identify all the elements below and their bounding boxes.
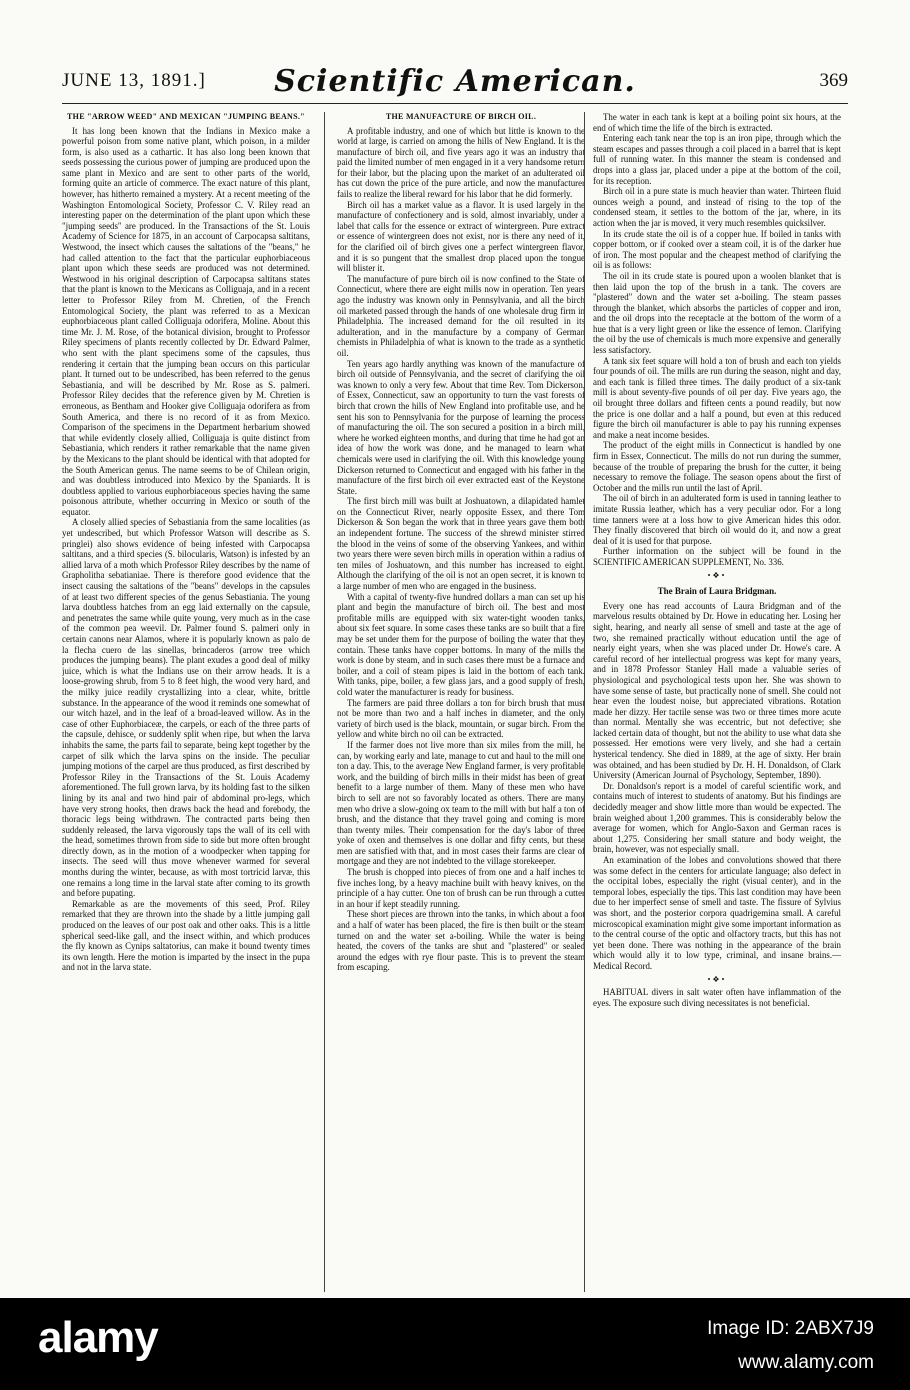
article-paragraph: A tank six feet square will hold a ton of brush and each ton yields four pounds of oil. The mills are run during the season, night and day, and each tank is filled three times. The daily product of a six-tank mill is about seventy-five pounds of oil per day. Five years ago, the oil brought three dollars and fifteen cents a pound readily, but now the price is one dollar and a half a pound, but even at this reduced figure the birch oil manufacturer is able to pay his running expenses and make a neat income besides. xyxy=(593,355,841,440)
article-paragraph: A closely allied species of Sebastiania from the same localities (as yet undescribed, but which Professor Watson will describe as S. pringlei) also shows evidence of being infested with Carpocapsa saltitans, and a third species (S. bilocularis, Watson) is infested by an allied larva of a moth which Professor Riley describes by the name of Grapholitha sebatianiae. There is therefore good evidence that the insect causing the saltations of the "beans" develops in the capsules of at least two different species of the genus Sebastiania. The young larva doubtless hatches from an egg laid externally on the capsule, and penetrates the same while quite young, very much as in the case of the common pea weevil. Dr. Palmer found S. palmeri only in certain canons near Alamos, where it is popularly known as palo de la flecha cuero de las sinellas, brincaderos (arrow tree which produces the jumping beans). The plant exudes a good deal of milky juice, which is what the Indians use on their arrow heads. It is a loose-growing shrub, from 5 to 8 feet high, the wood very hard, and the milky juice readily crystallizing into a clear, white, brittle substance. In the appearance of the wood it reminds one somewhat of our witch hazel, and in the leaf of a broad-leaved willow. As in the case of other Euphorbiaceæ, the carpels, or each of the three parts of the capsule, dehisce, or suddenly split when ripe, but when the larva inhabits the same, the parts fail to separate, being kept together by the carpet of silk which the larva spins on the inside. The peculiar jumping motions of the carpel are thus produced, as first described by Professor Riley in the Transactions of the St. Louis Academy aforementioned. The full grown larva, by its holding fast to the silken lining by its anal and two hind pair of abdominal pro-legs, which have very strong hooks, then draws back the head and forebody, the thoracic legs being withdrawn. The contracted parts being then suddenly released, the larva vigorously taps the wall of its cell with the head, sometimes thrown from side to side but more often brought directly down, as in the motion of a woodpecker when tapping for insects. The seed will thus move whenever warmed for several months during the winter, because, as with most tortricid larvæ, this one remains a long time in the larval state after coming to its growth and before pupating. xyxy=(62,517,310,899)
article-paragraph: Ten years ago hardly anything was known of the manufacture of birch oil outside of Pennsylvania, and the secret of clarifying the oil was known to only a very few. About that time Rev. Tom Dickerson, of Essex, Connecticut, saw an opportunity to turn the vast forests of birch that crown the hills of New England into profitable use, and he sent his son to Pennsylvania for the purpose of learning the process of manufacturing the oil. The son secured a position in a birch mill, where he worked eighteen months, and during that time he had got an idea of how the work was done, and he managed to learn what chemicals were used in clarifying the oil. With this knowledge young Dickerson returned to Connecticut and engaged with his father in the manufacture of the first birch oil ever extracted east of the Keystone State. xyxy=(337,358,585,496)
column-3 xyxy=(593,112,841,1292)
article-paragraph: The manufacture of pure birch oil is now confined to the State of Connecticut, where there are eight mills now in operation. Ten years ago the industry was known only in Pennsylvania, and all the birch oil marketed passed through the hands of one wholesale drug firm in Philadelphia. The increased demand for the oil resulted in its adulteration, and in the manufacture by a company of German chemists in Philadelphia of what is known to the trade as a synthetic oil. xyxy=(337,273,585,358)
article-paragraph: The first birch mill was built at Joshuatown, a dilapidated hamlet on the Connecticut River, nearly opposite Essex, and there Tom Dickerson & Son began the work that in three years gave them both an independent fortune. The success of the shrewd minister stirred the blood in the veins of some of the observing Yankees, and within two years there were seven birch mills in operation within a radius of ten miles of Joshuatown, and this number has increased to eight. Although the clarifying of the oil is not an open secret, it is known to a large number of men who are engaged in the business. xyxy=(337,496,585,592)
article-paragraph: If the farmer does not live more than six miles from the mill, he can, by working early and late, manage to cut and haul to the mill one ton a day. This, to the average New England farmer, is very profitable work, and the building of birch mills in their midst has been of great benefit to a large number of them. Many of these men who have birch to sell are not so favorably located as others. There are many men who drive a slow-going ox team to the mill with but half a ton of brush, and the distance that they travel going and coming is more than twenty miles. Their compensation for the day's labor of three yoke of oxen and themselves is one dollar and fifty cents, but these men are satisfied with that, and in most cases their farms are clear of mortgage and they are not indebted to the village storekeeper. xyxy=(337,739,585,867)
article-paragraph: Entering each tank near the top is an iron pipe, through which the steam escapes and passes through a coil placed in a barrel that is kept full of running water. In this manner the steam is condensed and drops into a glass jar, placed under a pipe at the bottom of the coil, for its reception. xyxy=(593,133,841,186)
article-paragraph: The water in each tank is kept at a boiling point six hours, at the end of which time the life of the birch is extracted. xyxy=(593,112,841,133)
column-divider xyxy=(584,112,585,1292)
article-title-laura-bridgman: The Brain of Laura Bridgman. xyxy=(657,586,777,597)
article-paragraph: The oil of birch in an adulterated form is used in tanning leather to imitate Russia leather, which has a very peculiar odor. For a long time tanners were at a loss how to give American hides this odor. They finally discovered that birch oil would do it, and now a great deal of it is used for that purpose. xyxy=(593,493,841,546)
masthead xyxy=(62,64,848,104)
article-paragraph: Further information on the subject will be found in the SCIENTIFIC AMERICAN SUPPLEMENT, No. 336. xyxy=(593,546,841,567)
image-id-label: Image ID: 2ABX7J9 xyxy=(707,1318,874,1339)
article-paragraph: It has long been known that the Indians in Mexico make a powerful poison from some native plant, which poison, in a milder form, is also used as a cathartic. It has also long been known that seeds possessing the curious power of jumping are produced upon the same plant in Mexico and are sent to other parts of the world, forming quite an article of commerce. The exact nature of this plant, however, has hitherto remained a mystery. At a recent meeting of the Washington Entomological Society, Professor C. V. Riley read an interesting paper on the determination of the plant upon which these "jumping seeds" are produced. In the Transactions of the St. Louis Academy of Science for 1875, in an account of Carpocapsa saltitans, Westwood, the insect which causes the saltations of the "beans," he had called attention to the fact that the particular euphorbiaceous plant upon which these seeds are produced was not determined. Westwood in his original description of Carpocapsa saltitans states that the plant is known to the Mexicans as Colliguaja, and in a recent letter to Professor Riley from M. Chretien, of the French Entomological Society, the plant was referred to as a Mexican euphorbiaceous plant called Colliguaja odorifera, Moline. About this time Mr. J. M. Rose, of the botanical division, brought to Professor Riley specimens of plants recently collected by Dr. Edward Palmer, who sent with the plant specimens some of the capsules, thus rendering it certain that the jumping bean occurs on this particular plant. It turned out to be undescribed, has been referred to the genus Sebastiania, and will be described by Mr. Rose as S. palmeri. Professor Riley decides that the reference given by M. Chretien is erroneous, as Bentham and Hooker give Colliguaja odorifera as from South America, and there is no record of it as from Mexico. Comparison of the specimens in the Department herbarium showed that while evidently closely allied, Colliguaja is quite distinct from Sebastiania, which renders it rather remarkable that the name given by the Mexicans to the plant should be identical with that adopted for the South American genus. The name seems to be of Chilean origin, and was doubtless introduced into Mexico by the Spaniards. It is doubtless applied to various euphorbiaceous species having the same poisonous attribute, whether occurring in Mexico or south of the equator. xyxy=(62,125,310,517)
article-title-arrow-weed: THE "ARROW WEED" AND MEXICAN "JUMPING BEANS." xyxy=(67,112,305,121)
column-2 xyxy=(337,112,585,1292)
article-paragraph: The farmers are paid three dollars a ton for birch brush that must not be more than two and a half inches in diameter, and the only variety of birch used is the black, mountain, or sugar birch. From the yellow and white birch no oil can be extracted. xyxy=(337,697,585,740)
column-divider xyxy=(324,112,325,1292)
article-paragraph: An examination of the lobes and convolutions showed that there was some defect in the centers for articulate language; also defect in the occipital lobes, especially the right (visual center), and in the temporal lobes, especially the tips. This last condition may have been due to her imperfect sense of smell and taste. The fissure of Sylvius was short, and the posterior corpora quadrigemina small. A careful microscopical examination might give some important information as to the central course of the optic and olfactory tracts, but this has not yet been done. There was nothing in the appearance of the brain which would ally it to low type, criminal, and insane brains.—Medical Record. xyxy=(593,855,841,971)
section-separator: •❖• xyxy=(707,570,727,580)
habitual-divers-note: HABITUAL divers in salt water often have inflammation of the eyes. The exposure such diving necessitates is not beneficial. xyxy=(593,987,841,1008)
article-paragraph: The product of the eight mills in Connecticut is handled by one firm in Essex, Connecticut. The mills do not run during the summer, because of the trouble of preparing the brush for the cutter, it being necessary to remove the foliage. The season opens about the first of October and the mills run until the last of April. xyxy=(593,440,841,493)
article-paragraph: Birch oil in a pure state is much heavier than water. Thirteen fluid ounces weigh a pound, and instead of rising to the top of the condensed steam, it settles to the bottom of the jar, where, in its action when the jar is moved, it very much resembles quicksilver. xyxy=(593,186,841,228)
watermark-url: www.alamy.com xyxy=(738,1352,874,1373)
article-paragraph: The brush is chopped into pieces of from one and a half inches to five inches long, by a heavy machine built with heavy knives, on the principle of a hay cutter. One ton of brush can be run through a cutter in an hour if kept steadily running. xyxy=(337,867,585,909)
article-paragraph: The oil in its crude state is poured upon a woolen blanket that is then laid upon the top of the brush in a tank. The covers are "plastered" down and the water set a-boiling. The steam passes through the blanket, which absorbs the particles of copper and iron, and the oil drops into the receptacle at the bottom of the worm of a hue that is a very light green or like the essence of lemon. Clarifying the oil by the use of chemicals is much more expensive and generally less satisfactory. xyxy=(593,270,841,356)
page-number: 369 xyxy=(819,70,848,91)
article-paragraph: Every one has read accounts of Laura Bridgman and of the marvelous results obtained by Dr. Howe in educating her. Losing her sight, hearing, and nearly all sense of smell and taste at the age of two, she remained practically without education until the age of nearly eight years, when she was placed under Dr. Howe's care. A careful record of her intellectual progress was kept for many years, and in 1878 Professor Stanley Hall made a valuable series of physiological and psychological tests upon her. She was shown to have some sense of taste, but practically none of smell. She could not hear even the loudest noise, but appreciated vibrations. Rotation made her dizzy. Her tactile sense was two or three times more acute than normal. Mentally she was eccentric, but not defective; she lacked certain data of thought, but not the ability to use what data she possessed. Her emotions were very lively, and she had a certain hysterical tendency. She died in 1889, at the age of sixty. Her brain was obtained, and has been studied by Dr. H. H. Donaldson, of Clark University (American Journal of Psychology, September, 1890). xyxy=(593,600,841,781)
article-title-birch-oil: THE MANUFACTURE OF BIRCH OIL. xyxy=(385,112,537,121)
article-paragraph: In its crude state the oil is of a copper hue. If boiled in tanks with copper bottom, or if cooked over a steam coil, it is of the darker hue of iron. The most popular and the cheapest method of clarifying the oil is as follows: xyxy=(593,228,841,271)
article-paragraph: Dr. Donaldson's report is a model of careful scientific work, and contains much of interest to students of anatomy. But his findings are decidedly meager and show little more than would be expected. The brain weighed about 1,200 grammes. This is considerably below the average for women, which for Anglo-Saxon and German races is about 1,275. Considering her small stature and body weight, the brain, however, was not especially small. xyxy=(593,780,841,855)
column-1 xyxy=(62,112,310,1292)
section-separator: •❖• xyxy=(707,974,727,984)
article-paragraph: A profitable industry, and one of which but little is known to the world at large, is carried on among the hills of New England. It is the manufacture of birch oil, and five years ago it was an industry that paid the limited number of men engaged in it a very handsome return for their labor, but the placing upon the market of an adulterated oil has cut down the price of the pure article, and now the manufacturer fails to realize the liberal reward for his labor that he did formerly. xyxy=(337,125,585,200)
article-paragraph: These short pieces are thrown into the tanks, in which about a foot and a half of water has been placed, the fire is then built or the steam turned on and the water set a-boiling. While the water is being heated, the covers of the tanks are shut and "plastered" or sealed around the edges with rye flour paste. This is to prevent the steam from escaping. xyxy=(337,909,585,973)
masthead-rule xyxy=(62,103,848,104)
article-paragraph: With a capital of twenty-five hundred dollars a man can set up his plant and begin the manufacture of birch oil. The best and most profitable mills are equipped with six water-tight wooden tanks, about six feet square. In some cases these tanks are so built that a fire may be set under them for the purpose of boiling the water that they contain. These tanks have copper bottoms. In many of the mills the work is done by steam, and in such cases there must be a furnace and boiler, and a coil of steam pipes is laid in the bottom of each tank. With tanks, pipe, boiler, a few glass jars, and a good supply of fresh, cold water the manufacturer is ready for business. xyxy=(337,591,585,697)
issue-date: JUNE 13, 1891.] xyxy=(62,70,206,91)
alamy-logo: alamy xyxy=(38,1313,158,1362)
publication-title: Scientific American. xyxy=(274,64,636,99)
article-paragraph: Birch oil has a market value as a flavor. It is used largely in the manufacture of confectionery and is sold, almost invariably, under a label that calls for the essence or extract of wintergreen. Pure extract or essence of wintergreen does not exist, nor is there any need of it, for the clarified oil of birch gives one a perfect wintergreen flavor, and it is so pungent that the smallest drop placed upon the tongue will blister it. xyxy=(337,199,585,274)
article-paragraph: Remarkable as are the movements of this seed, Prof. Riley remarked that they are thrown into the shade by a little jumping gall produced on the leaves of our post oak and other oaks. This is a little spherical seed-like gall, and the insect within, and which produces the fly known as Cynips saltatorius, can make it bound twenty times its own length. Here the motion is imparted by the insect in the pupa and not in the larva state. xyxy=(62,898,310,973)
